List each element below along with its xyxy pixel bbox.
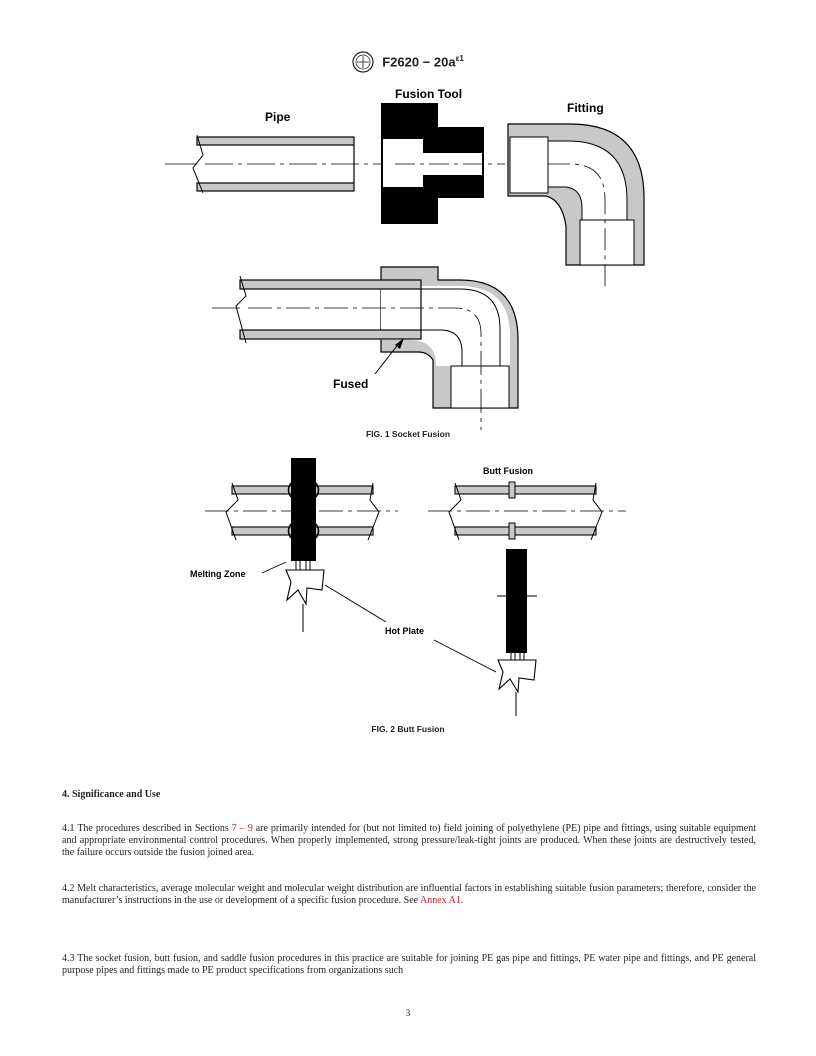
figure-1-caption: FIG. 1 Socket Fusion	[365, 429, 451, 439]
label-fitting: Fitting	[567, 101, 604, 115]
butt-joined-drawing	[428, 482, 626, 716]
label-pipe: Pipe	[265, 110, 291, 124]
butt-heating-drawing	[205, 458, 398, 632]
figure-2-caption: FIG. 2 Butt Fusion	[371, 724, 445, 734]
paragraph-4-3: 4.3 The socket fusion, butt fusion, and saddle fusion procedures in this practice are suitable for joining PE gas pipe and fittings, PE water pipe and fittings, and PE general purpose pipes and fittings made to PE product specifications from organizations such	[62, 953, 756, 976]
figure-1-socket-fusion	[0, 0, 816, 440]
paragraph-4-2-text-end: .	[460, 895, 464, 906]
sections-7-9-link[interactable]: 7 – 9	[231, 823, 253, 834]
paragraph-4-1-text-start: 4.1 The procedures described in Sections	[62, 823, 232, 834]
label-hot-plate: Hot Plate	[385, 626, 425, 636]
designation-superscript: ε1	[455, 54, 464, 64]
fused-joint-drawing	[212, 267, 518, 430]
paragraph-4-2-text-start: 4.2 Melt characteristics, average molecular weight and molecular weight distribution are influential factors in establishing suitable fusion parameters; therefore, consider the manufacturer’s instructions in the use or development of a specific fusion procedure. See	[62, 883, 756, 906]
paragraph-4-1-text-end: are primarily intended for (but not limited to) field joining of polyethylene (PE) pipe and fittings, using suitable equipment and appropriate environmental control procedures. When properly implemented, strong pressure/leak-tight joints are produced. When these joints are destructively tested, the failure occurs outside the fusion joined area.	[62, 823, 756, 858]
pipe-drawing	[165, 135, 395, 193]
fusion-tool-drawing	[381, 103, 505, 224]
label-butt-fusion: Butt Fusion	[483, 466, 533, 476]
designation-text: F2620 − 20a	[382, 54, 456, 70]
label-melting-zone: Melting Zone	[190, 569, 246, 579]
fitting-elbow-drawing	[508, 124, 644, 290]
figure-2-butt-fusion	[0, 440, 816, 730]
section-title: 4. Significance and Use	[62, 789, 161, 800]
annex-a1-link[interactable]: Annex A1	[420, 895, 461, 906]
label-fused: Fused	[333, 377, 369, 391]
paragraph-4-1	[62, 823, 756, 859]
label-fusion-tool: Fusion Tool	[395, 87, 463, 101]
page-number: 3	[405, 1008, 411, 1018]
paragraph-4-2	[62, 883, 756, 907]
